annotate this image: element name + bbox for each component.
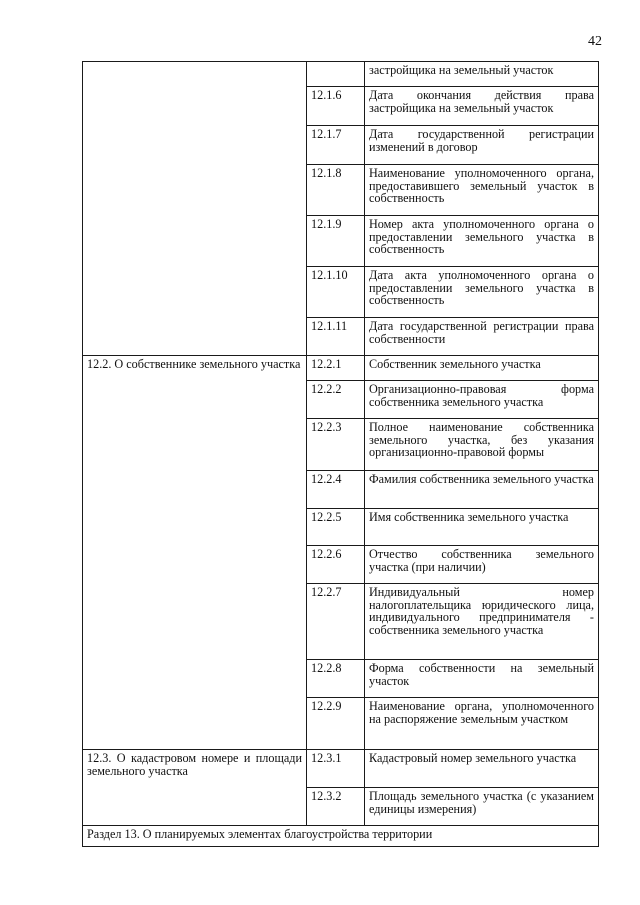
field-description-cell: Собственник земельного участка — [365, 356, 599, 381]
section-13-heading: Раздел 13. О планируемых элементах благоустройства территории — [83, 826, 599, 847]
field-code-cell: 12.3.1 — [307, 750, 365, 788]
requirements-table — [82, 61, 599, 847]
field-description-cell: Наименование органа, уполномоченного на распоряжение земельным участком — [365, 698, 599, 750]
table-row — [83, 62, 599, 87]
field-code-cell: 12.2.6 — [307, 546, 365, 584]
field-description-cell: Дата государственной регистрации права собственности — [365, 318, 599, 356]
field-code-cell: 12.1.7 — [307, 126, 365, 165]
field-code-cell: 12.1.6 — [307, 87, 365, 126]
field-code-cell: 12.1.10 — [307, 267, 365, 318]
field-description-cell: Кадастровый номер земельного участка — [365, 750, 599, 788]
table-body — [83, 62, 599, 847]
field-code-cell: 12.2.7 — [307, 584, 365, 660]
section-heading-cell: 12.2. О собственнике земельного участка — [83, 356, 307, 750]
field-description-cell: застройщика на земельный участок — [365, 62, 599, 87]
field-code-cell: 12.2.5 — [307, 509, 365, 546]
section-heading-cell — [83, 62, 307, 356]
field-code-cell — [307, 62, 365, 87]
field-description-cell: Индивидуальный номер налогоплательщика юридического лица, индивидуального предпринимателя - собственника земельного участка — [365, 584, 599, 660]
field-code-cell: 12.2.2 — [307, 381, 365, 419]
field-description-cell: Дата государственной регистрации изменений в договор — [365, 126, 599, 165]
field-code-cell: 12.3.2 — [307, 788, 365, 826]
field-description-cell: Организационно-правовая форма собственника земельного участка — [365, 381, 599, 419]
field-code-cell: 12.2.4 — [307, 471, 365, 509]
table-row — [83, 356, 599, 381]
field-description-cell: Номер акта уполномоченного органа о предоставлении земельного участка в собственность — [365, 216, 599, 267]
field-description-cell: Дата окончания действия права застройщика на земельный участок — [365, 87, 599, 126]
field-description-cell: Форма собственности на земельный участок — [365, 660, 599, 698]
field-description-cell: Имя собственника земельного участка — [365, 509, 599, 546]
section-heading-cell: 12.3. О кадастровом номере и площади земельного участка — [83, 750, 307, 826]
field-description-cell: Полное наименование собственника земельного участка, без указания организационно-правовой формы — [365, 419, 599, 471]
field-code-cell: 12.1.11 — [307, 318, 365, 356]
field-description-cell: Отчество собственника земельного участка (при наличии) — [365, 546, 599, 584]
field-description-cell: Площадь земельного участка (с указанием единицы измерения) — [365, 788, 599, 826]
field-description-cell: Наименование уполномоченного органа, предоставившего земельный участок в собственность — [365, 165, 599, 216]
page-number: 42 — [588, 34, 602, 49]
field-description-cell: Фамилия собственника земельного участка — [365, 471, 599, 509]
field-code-cell: 12.2.3 — [307, 419, 365, 471]
table-footer-row — [83, 826, 599, 847]
field-code-cell: 12.2.8 — [307, 660, 365, 698]
field-description-cell: Дата акта уполномоченного органа о предоставлении земельного участка в собственность — [365, 267, 599, 318]
table-row — [83, 750, 599, 788]
field-code-cell: 12.2.1 — [307, 356, 365, 381]
field-code-cell: 12.1.9 — [307, 216, 365, 267]
field-code-cell: 12.2.9 — [307, 698, 365, 750]
field-code-cell: 12.1.8 — [307, 165, 365, 216]
